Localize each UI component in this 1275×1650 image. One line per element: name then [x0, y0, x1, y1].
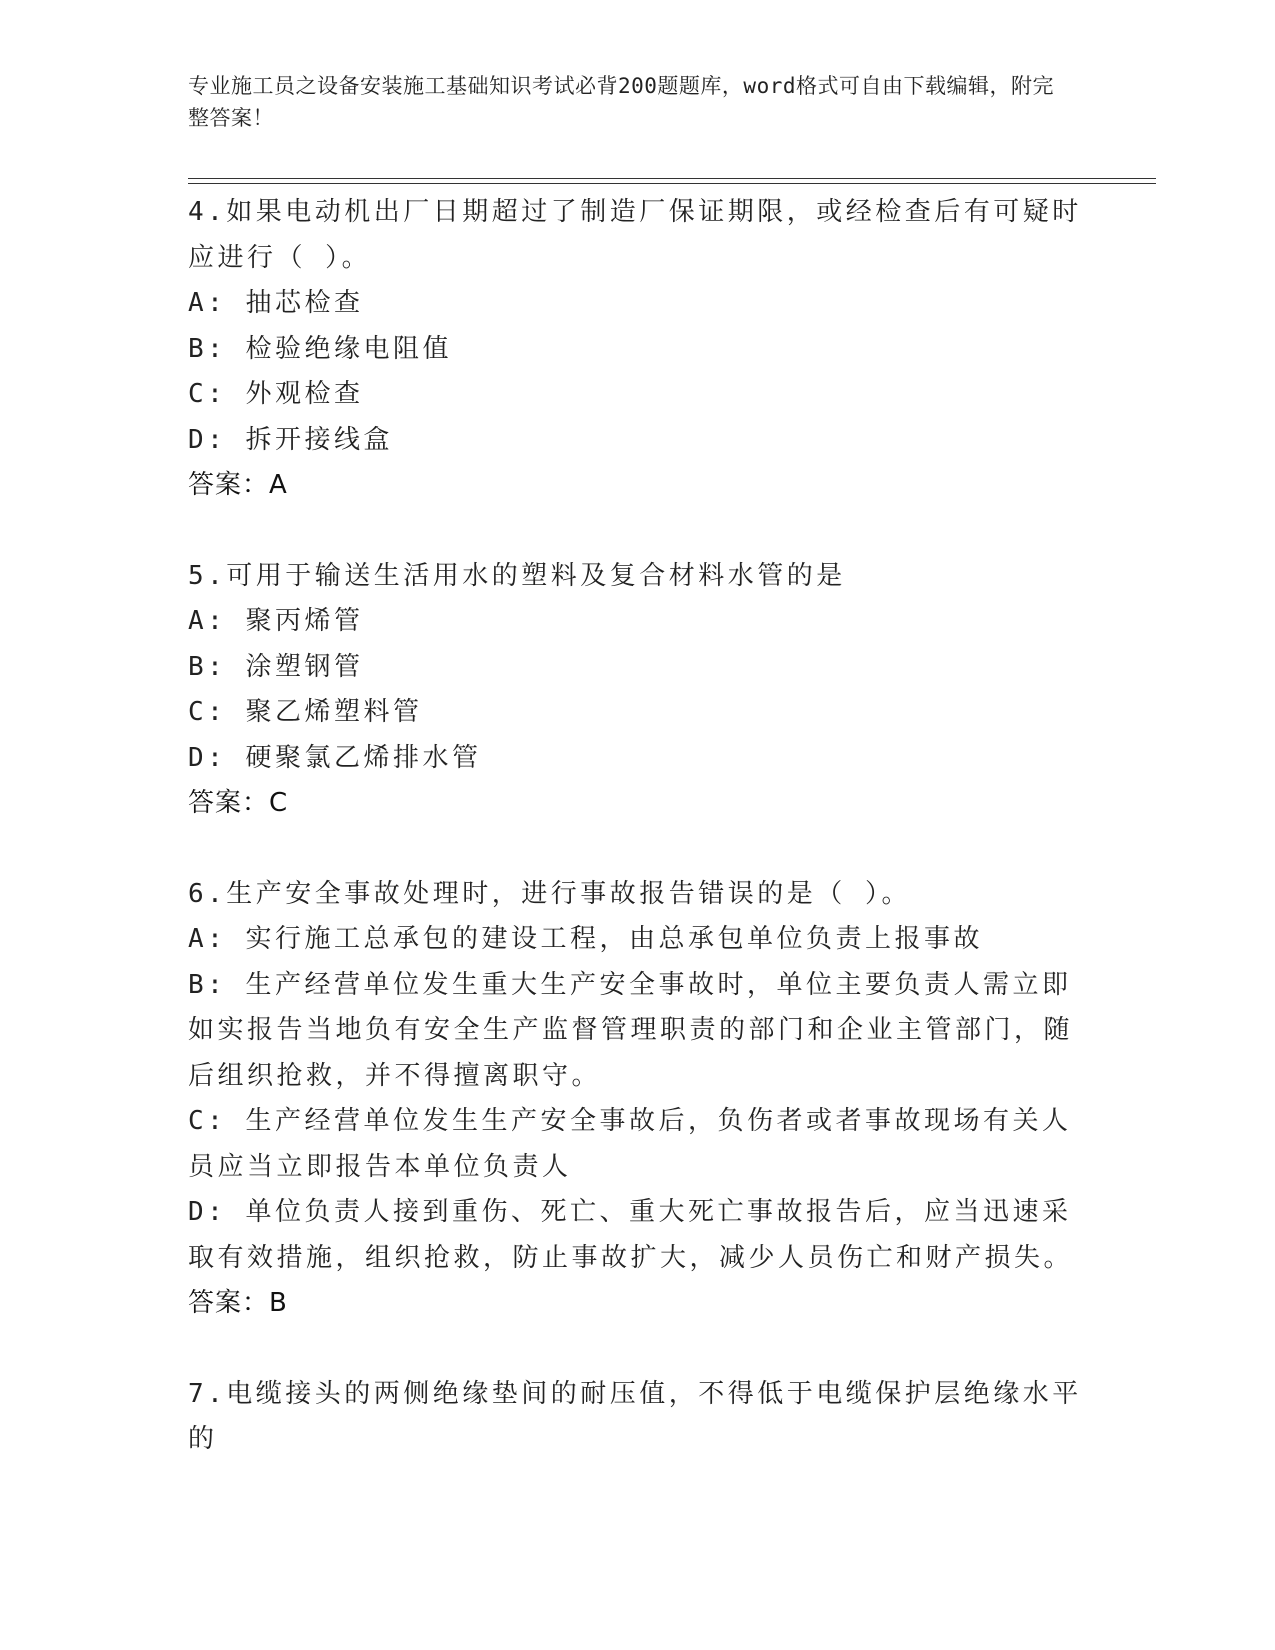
option-c: C: 生产经营单位发生生产安全事故后，负伤者或者事故现场有关人员应当立即报告本单位负责人	[188, 1106, 1072, 1182]
option-d: D: 单位负责人接到重伤、死亡、重大死亡事故报告后，应当迅速采取有效措施，组织抢救，防止事故扩大，减少人员伤亡和财产损失。	[188, 1197, 1074, 1273]
answer: 答案：A	[188, 470, 288, 500]
header-divider-top	[188, 178, 1156, 179]
option-a: A: 抽芯检查	[188, 288, 364, 318]
option-c: C: 外观检查	[188, 379, 364, 409]
option-d: D: 拆开接线盒	[188, 424, 393, 455]
question-5	[188, 554, 1088, 827]
option-a: A: 聚丙烯管	[188, 606, 364, 636]
question-text: 4.如果电动机出厂日期超过了制造厂保证期限，或经检查后有可疑时应进行（ ）。	[188, 197, 1082, 273]
document-header: 专业施工员之设备安装施工基础知识考试必背200题题库，word格式可自由下载编辑，附完整答案！	[188, 74, 1054, 130]
question-6	[188, 872, 1088, 1327]
option-c: C: 聚乙烯塑料管	[188, 697, 423, 727]
question-text: 5.可用于输送生活用水的塑料及复合材料水管的是	[188, 560, 846, 591]
question-7	[188, 1372, 1088, 1463]
option-a: A: 实行施工总承包的建设工程，由总承包单位负责上报事故	[188, 924, 983, 954]
question-text: 7.电缆接头的两侧绝缘垫间的耐压值，不得低于电缆保护层绝缘水平的	[188, 1378, 1082, 1454]
question-4	[188, 190, 1088, 509]
option-b: B: 涂塑钢管	[188, 651, 364, 682]
option-b: B: 生产经营单位发生重大生产安全事故时，单位主要负责人需立即如实报告当地负有安全生产监督管理职责的部门和企业主管部门，随后组织抢救，并不得擅离职守。	[188, 969, 1074, 1091]
option-d: D: 硬聚氯乙烯排水管	[188, 742, 482, 773]
question-text: 6.生产安全事故处理时，进行事故报告错误的是（ ）。	[188, 878, 911, 909]
question-list	[188, 190, 1088, 1463]
option-b: B: 检验绝缘电阻值	[188, 333, 452, 364]
header-divider-bottom	[188, 183, 1156, 184]
answer: 答案：C	[188, 788, 289, 818]
answer: 答案：B	[188, 1288, 288, 1318]
